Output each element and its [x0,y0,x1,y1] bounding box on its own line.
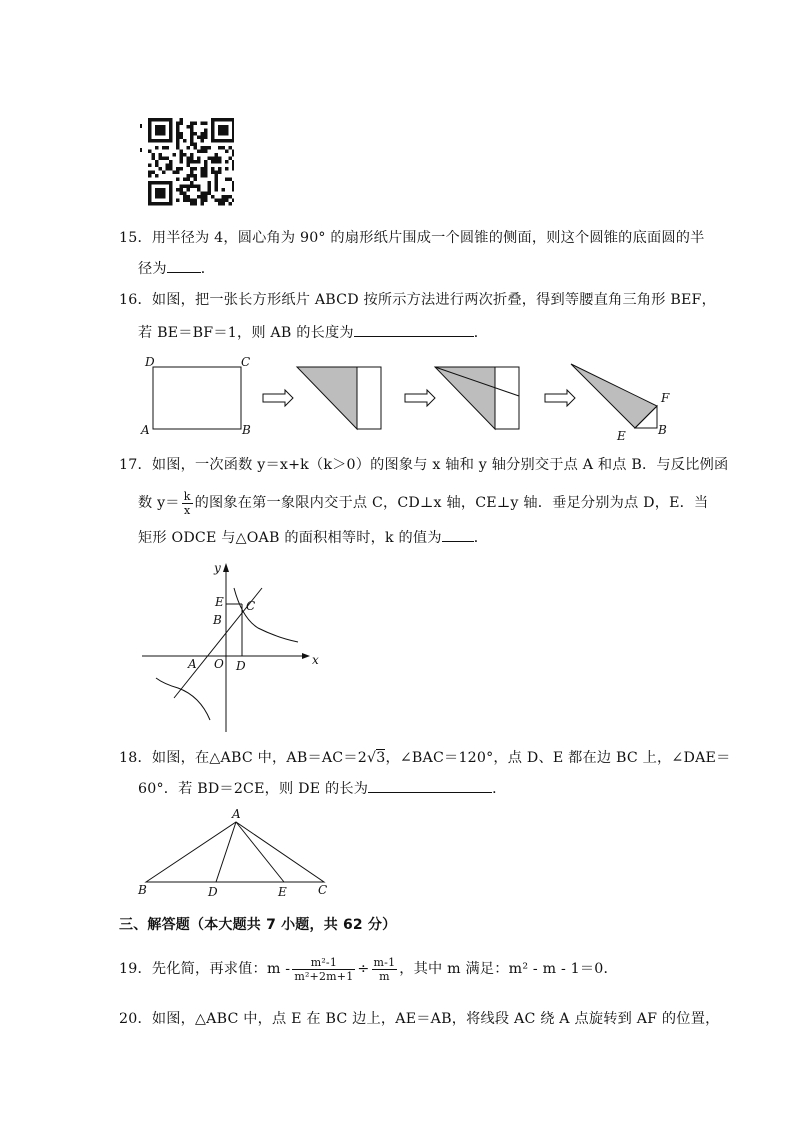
question-20-text: 如图，△ABC 中，点 E 在 BC 边上，AE＝AB，将线段 AC 绕 A 点旋转到 AF 的位置， [151,1011,720,1027]
question-17-text-2a: 数 y＝ [138,495,180,511]
question-17-line3 [138,527,488,548]
segment-ae [236,822,284,882]
question-17-text: 如图，一次函数 y＝x+k（k＞0）的图象与 x 轴和 y 轴分别交于点 A 和点 B．与反比例函 [151,457,729,473]
label-C: C [318,883,328,897]
question-20-number: 20． [119,1011,152,1027]
question-16-line2 [138,322,488,343]
question-17-number: 17． [119,457,152,473]
fraction-numerator: k [183,489,191,503]
question-18-number: 18． [119,750,152,766]
label-x: x [312,653,319,667]
qr-code-svg [140,118,234,206]
rectangle-abcd [153,367,241,429]
label-B: B [213,613,222,627]
question-16-end: ． [473,325,489,341]
question-16-answer-blank[interactable] [354,322,474,337]
question-17-text-2b: 的图象在第一象限内交于点 C，CD⊥x 轴，CE⊥y 轴．垂足分别为点 D，E．当 [194,495,709,511]
label-A: A [141,423,150,437]
hyperbola-branch-2 [156,678,210,720]
question-15-line2 [138,258,215,279]
x-axis-arrow [302,653,310,659]
question-16-figure [135,352,675,444]
label-C: C [246,599,256,613]
question-18-text-b: ，∠BAC＝120°，点 D、E 都在边 BC 上，∠DAE＝ [385,750,731,766]
question-18-answer-blank[interactable] [368,778,492,793]
fraction-1-numerator: m²-1 [292,956,355,970]
sqrt-radicand: 3 [376,750,386,766]
arrow-3 [545,390,575,406]
label-B2: B [658,423,667,437]
division-sign: ÷ [357,961,370,977]
question-15-end: ． [200,261,216,277]
label-D: D [208,885,218,899]
question-18-end: ． [492,781,507,797]
triangle-abc [146,822,324,882]
arrow-1 [263,390,293,406]
label-F: F [661,391,670,405]
question-20-line1 [119,1009,719,1029]
question-18-text-2: 60°．若 BD＝2CE，则 DE 的长为 [138,781,369,797]
label-O: O [214,657,224,671]
question-17-line2 [138,488,708,518]
question-15-text: 用半径为 4，圆心角为 90° 的扇形纸片围成一个圆锥的侧面，则这个圆锥的底面圆的半 [151,230,705,246]
question-15-line1 [119,228,705,248]
question-17-answer-blank[interactable] [442,527,474,542]
triangle-bef [571,364,657,428]
fraction-1-denominator: m²+2m+1 [294,969,354,983]
label-y: y [214,561,221,575]
question-18-figure [132,806,342,900]
question-17-end: ． [473,530,489,546]
fold-step-2 [435,367,519,429]
label-A: A [232,807,241,821]
y-axis-arrow [223,563,229,572]
label-E: E [278,885,287,899]
question-18-line1 [119,748,731,768]
label-A: A [188,657,197,671]
qr-code-image [140,118,234,206]
fraction-k-over-x [182,490,193,517]
question-16-text: 如图，把一张长方形纸片 ABCD 按所示方法进行两次折叠，得到等腰直角三角形 BEF， [151,292,716,308]
fold-step-1 [297,367,381,429]
hyperbola-branch-1 [234,588,298,642]
question-17-figure [138,558,338,736]
label-E: E [215,595,224,609]
fraction-2-denominator: m [379,969,390,983]
question-19-number: 19． [119,961,152,977]
question-15-answer-blank[interactable] [167,258,201,273]
segment-ad [216,822,236,882]
question-19-text-b: ，其中 m 满足：m² - m - 1＝0． [399,961,618,977]
fraction-2 [372,956,398,983]
fraction-1 [292,956,355,983]
label-B: B [138,883,147,897]
question-17-text-3: 矩形 ODCE 与△OAB 的面积相等时，k 的值为 [138,530,442,546]
question-18-line2 [138,778,507,799]
fraction-2-numerator: m-1 [373,955,396,969]
question-15-number: 15． [119,230,152,246]
label-D: D [236,659,246,673]
question-16-number: 16． [119,292,152,308]
question-18-text-a: 如图，在△ABC 中，AB＝AC＝2 [151,750,367,766]
question-19 [119,954,618,984]
question-15-text-2: 径为 [138,261,167,277]
fraction-denominator: x [183,503,191,517]
label-D: D [145,355,155,369]
question-19-text-a: 先化简，再求值：m - [151,961,291,977]
arrow-2 [405,390,435,406]
question-16-line1 [119,290,716,310]
question-16-text-2: 若 BE＝BF＝1，则 AB 的长度为 [138,325,354,341]
label-C: C [241,355,251,369]
label-E: E [617,429,626,443]
section-3-title: 三、解答题（本大题共 7 小题，共 62 分） [119,917,397,933]
sqrt-symbol: √ [366,750,377,766]
label-B: B [242,423,251,437]
question-17-line1 [119,455,728,475]
